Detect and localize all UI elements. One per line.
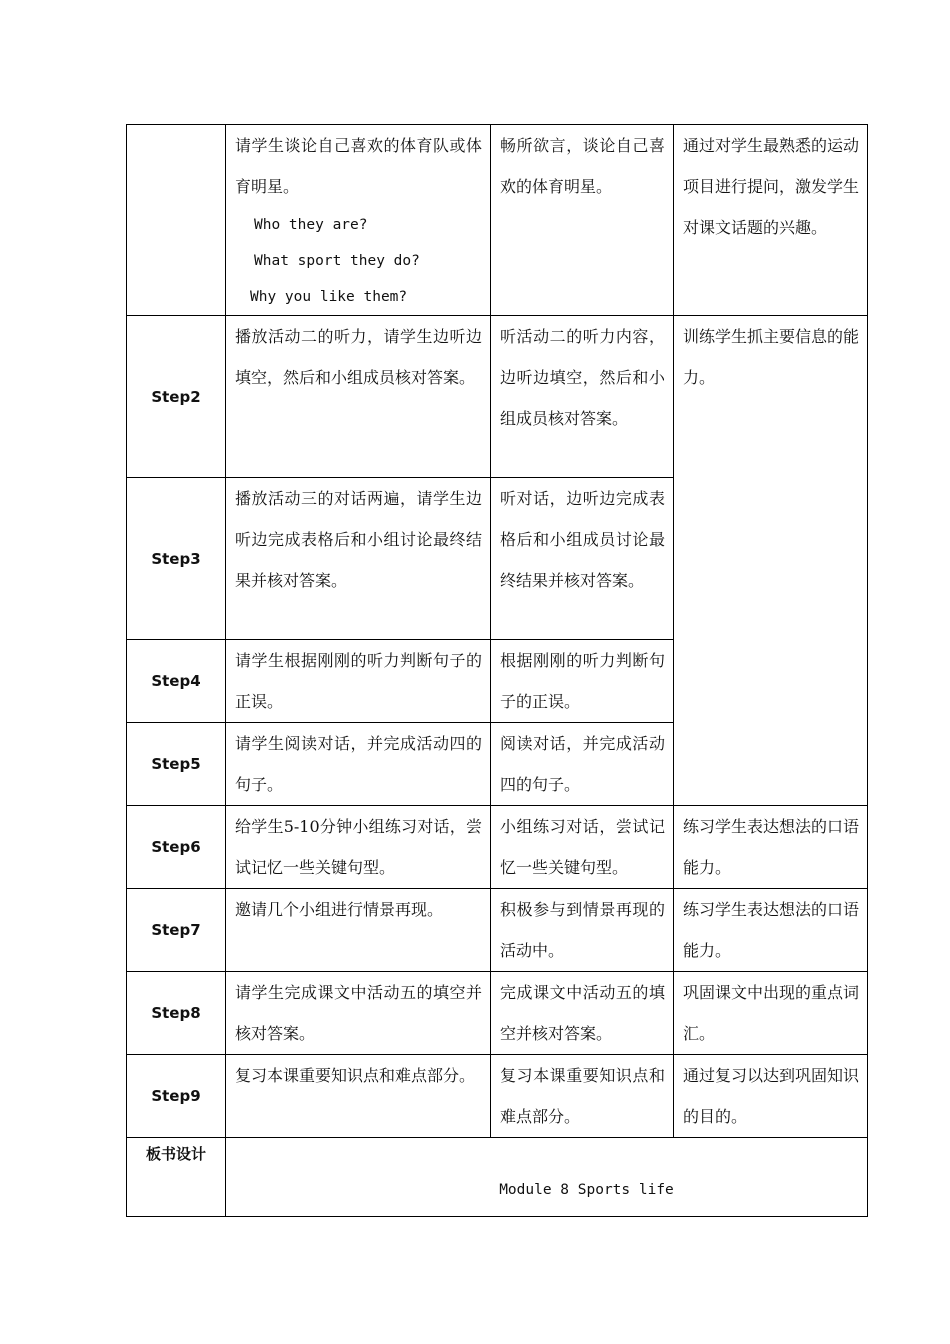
student-activity-text: 复习本课重要知识点和难点部分。 bbox=[500, 1066, 665, 1126]
step-label-cell bbox=[127, 806, 226, 889]
step-label: Step2 bbox=[151, 387, 201, 406]
step-cell-empty bbox=[127, 125, 226, 316]
teacher-activity-text: 请学生谈论自己喜欢的体育队或体育明星。 bbox=[235, 136, 482, 196]
purpose-cell bbox=[674, 1055, 868, 1138]
student-activity-cell bbox=[491, 478, 674, 640]
table-row-step9 bbox=[127, 1055, 868, 1138]
teacher-activity-cell bbox=[226, 972, 491, 1055]
student-activity-cell bbox=[491, 1055, 674, 1138]
question-1: Who they are? bbox=[254, 217, 368, 233]
purpose-cell bbox=[674, 806, 868, 889]
step-label: Step4 bbox=[151, 672, 201, 690]
teacher-activity-text: 邀请几个小组进行情景再现。 bbox=[235, 900, 444, 919]
purpose-cell bbox=[674, 125, 868, 316]
teacher-activity-cell bbox=[226, 125, 491, 316]
student-activity-cell bbox=[491, 806, 674, 889]
student-activity-cell bbox=[491, 723, 674, 806]
student-activity-text: 积极参与到情景再现的活动中。 bbox=[500, 900, 665, 960]
teacher-activity-cell bbox=[226, 806, 491, 889]
teacher-activity-cell bbox=[226, 889, 491, 972]
purpose-text: 练习学生表达想法的口语能力。 bbox=[683, 900, 860, 960]
purpose-text: 练习学生表达想法的口语能力。 bbox=[683, 817, 860, 877]
teacher-activity-cell bbox=[226, 723, 491, 806]
lesson-plan-table bbox=[126, 124, 868, 1217]
table-row-intro bbox=[127, 125, 868, 316]
student-activity-cell bbox=[491, 640, 674, 723]
student-activity-text: 阅读对话，并完成活动四的句子。 bbox=[500, 734, 665, 794]
teacher-activity-text: 请学生完成课文中活动五的填空并核对答案。 bbox=[235, 983, 482, 1043]
purpose-cell bbox=[674, 889, 868, 972]
board-label: 板书设计 bbox=[145, 1145, 206, 1163]
table-row-board bbox=[127, 1138, 868, 1217]
purpose-text: 通过复习以达到巩固知识的目的。 bbox=[683, 1066, 860, 1126]
table-row-step8 bbox=[127, 972, 868, 1055]
student-activity-text: 小组练习对话，尝试记忆一些关键句型。 bbox=[500, 817, 665, 877]
question-3: Why you like them? bbox=[250, 289, 408, 305]
purpose-text: 巩固课文中出现的重点词汇。 bbox=[683, 983, 860, 1043]
step-label: Step8 bbox=[151, 1004, 201, 1022]
board-title: Module 8 Sports life bbox=[499, 1182, 674, 1198]
teacher-activity-cell bbox=[226, 1055, 491, 1138]
student-activity-text: 根据刚刚的听力判断句子的正误。 bbox=[500, 651, 665, 711]
teacher-activity-cell bbox=[226, 640, 491, 723]
student-activity-text: 听活动二的听力内容，边听边填空，然后和小组成员核对答案。 bbox=[500, 327, 665, 428]
board-label-cell bbox=[127, 1138, 226, 1217]
student-activity-text: 完成课文中活动五的填空并核对答案。 bbox=[500, 983, 665, 1043]
teacher-activity-text: 播放活动二的听力，请学生边听边填空，然后和小组成员核对答案。 bbox=[235, 327, 482, 387]
teacher-activity-text: 请学生阅读对话，并完成活动四的句子。 bbox=[235, 734, 482, 794]
board-content-cell bbox=[226, 1138, 868, 1217]
step-label-cell bbox=[127, 478, 226, 640]
step-label: Step6 bbox=[151, 838, 201, 856]
table-row-step6 bbox=[127, 806, 868, 889]
student-activity-cell bbox=[491, 316, 674, 478]
teacher-activity-cell bbox=[226, 316, 491, 478]
teacher-activity-text: 播放活动三的对话两遍，请学生边听边完成表格后和小组讨论最终结果并核对答案。 bbox=[235, 489, 482, 590]
student-activity-text: 畅所欲言，谈论自己喜欢的体育明星。 bbox=[500, 136, 665, 196]
step-label: Step3 bbox=[151, 549, 201, 568]
table-row-step7 bbox=[127, 889, 868, 972]
question-2: What sport they do? bbox=[254, 253, 420, 269]
table-row-step2 bbox=[127, 316, 868, 478]
step-label: Step5 bbox=[151, 755, 201, 773]
step-label-cell bbox=[127, 316, 226, 478]
step-label-cell bbox=[127, 972, 226, 1055]
purpose-text: 通过对学生最熟悉的运动项目进行提问，激发学生对课文话题的兴趣。 bbox=[683, 136, 860, 237]
step-label-cell bbox=[127, 1055, 226, 1138]
teacher-activity-text: 请学生根据刚刚的听力判断句子的正误。 bbox=[235, 651, 482, 711]
teacher-activity-cell bbox=[226, 478, 491, 640]
student-activity-cell bbox=[491, 125, 674, 316]
step-label: Step9 bbox=[151, 1087, 201, 1105]
student-activity-text: 听对话，边听边完成表格后和小组成员讨论最终结果并核对答案。 bbox=[500, 489, 665, 590]
step-label-cell bbox=[127, 640, 226, 723]
purpose-text: 训练学生抓主要信息的能力。 bbox=[683, 327, 860, 387]
teacher-activity-text: 复习本课重要知识点和难点部分。 bbox=[235, 1066, 476, 1085]
step-label-cell bbox=[127, 889, 226, 972]
student-activity-cell bbox=[491, 972, 674, 1055]
purpose-cell bbox=[674, 316, 868, 806]
purpose-cell bbox=[674, 972, 868, 1055]
step-label-cell bbox=[127, 723, 226, 806]
student-activity-cell bbox=[491, 889, 674, 972]
teacher-activity-text: 给学生5-10分钟小组练习对话，尝试记忆一些关键句型。 bbox=[235, 817, 482, 877]
step-label: Step7 bbox=[151, 921, 201, 939]
